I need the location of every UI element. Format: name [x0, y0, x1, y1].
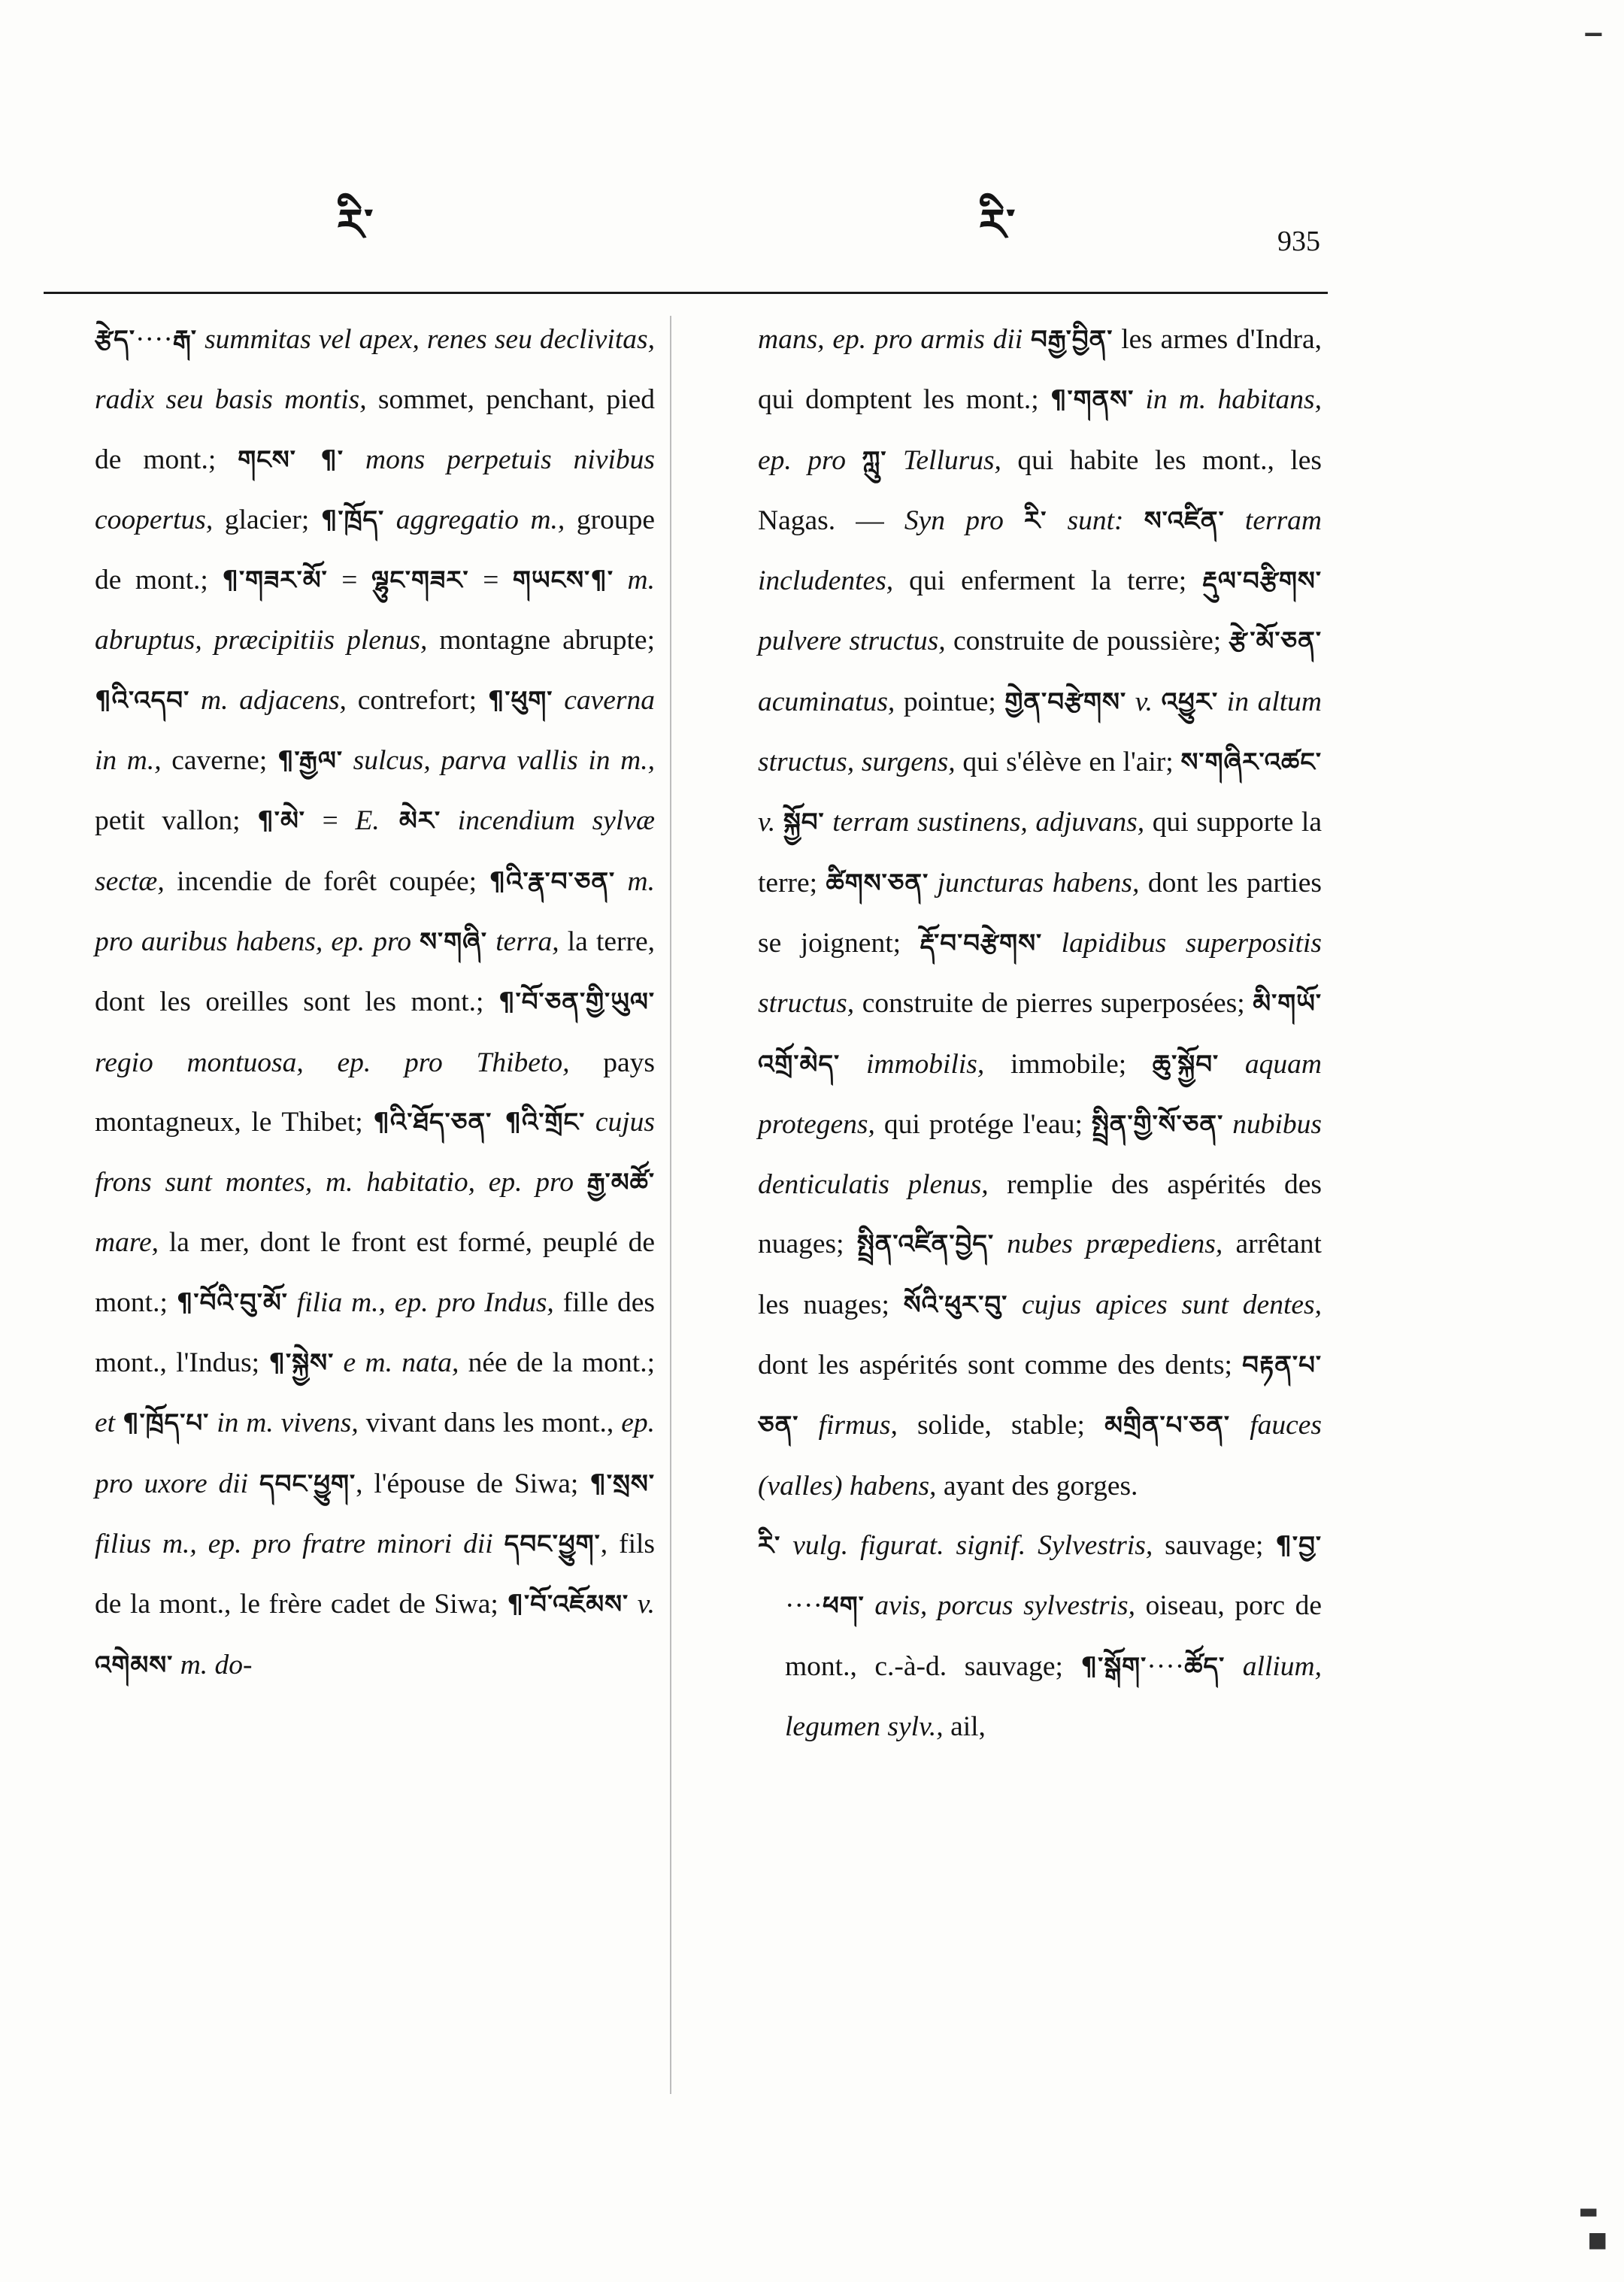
french-gloss: caverne;	[161, 745, 277, 777]
tibetan-term: ¶་རྒྱལ་	[277, 746, 344, 777]
french-gloss: arrêtant les nuages;	[758, 1229, 1322, 1320]
right-column	[758, 310, 1322, 1756]
french-gloss: qui habite les mont., les Nagas. —	[758, 444, 1322, 536]
tibetan-term: ¶་བྱ་	[1275, 1530, 1323, 1561]
latin-gloss: terram includentes,	[758, 505, 1322, 597]
french-gloss: qui supporte la terre;	[758, 807, 1322, 899]
tibetan-term: ¶་གཟར་མོ་	[222, 565, 328, 596]
french-gloss: contrefort;	[346, 684, 488, 716]
latin-gloss: v.	[629, 1589, 655, 1620]
latin-gloss: m. adjacens,	[189, 684, 347, 716]
french-gloss: vivant dans les mont.,	[358, 1408, 622, 1439]
french-gloss: sommet, penchant, pied de mont.;	[95, 384, 655, 475]
latin-gloss: filia m., ep. pro Indus,	[287, 1286, 554, 1318]
latin-gloss: terram sustinens, adjuvans,	[824, 807, 1145, 838]
french-gloss: construite de poussière;	[945, 626, 1229, 657]
french-gloss: , l'épouse de Siwa;	[356, 1468, 590, 1499]
french-gloss: pays montagneux, le Thibet;	[95, 1047, 655, 1138]
tibetan-term: རྩེད་	[95, 325, 135, 355]
tibetan-term: ཚིགས་ཅན་	[826, 868, 929, 899]
tibetan-term: ¶་བོ་འཇོམས་	[507, 1590, 629, 1620]
tibetan-term: ¶་ཁྲོད་པ་	[122, 1408, 210, 1439]
french-gloss: oiseau, porc de mont., c.-à-d. sauvage;	[785, 1590, 1322, 1682]
scan-mark-bottom-right: ▬	[1578, 2199, 1598, 2223]
french-gloss: ····	[135, 324, 173, 355]
french-gloss: remplie des aspérités des nuages;	[758, 1169, 1322, 1260]
tibetan-term: རི་	[758, 1530, 781, 1561]
french-gloss: ail,	[943, 1711, 986, 1742]
latin-gloss: mons perpetuis nivibus coopertus,	[95, 444, 655, 535]
right-column-text	[758, 310, 1322, 1516]
french-gloss: =	[327, 565, 371, 596]
tibetan-term: བརྒྱ་བྱིན་	[1030, 325, 1113, 355]
scan-mark-corner: ■	[1587, 2227, 1607, 2252]
french-gloss: solide, stable;	[897, 1410, 1105, 1441]
tibetan-term: ¶་མེ་	[257, 806, 305, 837]
latin-gloss: m. abruptus, præcipitiis plenus,	[95, 565, 655, 656]
tibetan-term: ¶་བོའི་བུ་མོ་	[176, 1287, 288, 1318]
french-gloss: incendie de forêt coupée;	[164, 865, 489, 897]
tibetan-term: དབང་ཕྱུག་	[259, 1468, 356, 1499]
latin-gloss: avis, porcus sylvestris,	[864, 1590, 1136, 1622]
tibetan-term: ཀླུ་	[862, 445, 887, 476]
tibetan-term: ¶་སྲས་	[589, 1468, 655, 1499]
latin-gloss: mare,	[95, 1227, 159, 1259]
tibetan-term: ¶འི་རྣ་བ་ཅན་	[489, 866, 616, 897]
latin-gloss: sunt:	[1047, 505, 1144, 536]
french-gloss: les armes d'Indra, qui domptent les mont.;	[758, 324, 1323, 416]
tibetan-term: ¶་ཁྲོད་	[320, 505, 385, 535]
french-gloss: dont les parties se joignent;	[758, 867, 1322, 959]
latin-gloss: in m. habitans, ep. pro	[758, 384, 1323, 476]
latin-gloss: summitas vel apex, renes seu declivitas, radix seu basis montis,	[95, 324, 655, 416]
latin-gloss: caverna in m.,	[95, 684, 656, 777]
latin-gloss: m. pro auribus habens, ep. pro	[95, 865, 655, 957]
tibetan-term: སྤྲིན་གྱི་སོ་ཅན་	[1091, 1109, 1224, 1140]
latin-gloss: incendium sylvæ sectæ,	[95, 805, 655, 897]
french-gloss: la mer, dont le front est formé, peuplé de mont.;	[95, 1227, 655, 1318]
left-column-text	[95, 310, 655, 1696]
latin-gloss: ep. pro uxore dii	[95, 1408, 655, 1499]
left-column	[95, 310, 655, 1696]
tibetan-term: ¶འི་ཐོད་ཅན་ ¶འི་གྲོང་	[373, 1107, 586, 1138]
latin-gloss: aggregatio m.,	[384, 504, 565, 535]
french-gloss: la terre, dont les oreilles sont les mont.;	[95, 926, 655, 1018]
french-gloss: =	[468, 565, 513, 596]
latin-gloss: allium, legumen sylv.,	[785, 1650, 1323, 1742]
latin-gloss: immobilis,	[840, 1048, 985, 1080]
tibetan-term: ས་འཛིན་	[1144, 505, 1225, 536]
latin-gloss: lapidibus superpositis structus,	[758, 927, 1322, 1020]
french-gloss: petit vallon;	[95, 805, 258, 837]
latin-gloss: terra,	[487, 926, 559, 957]
tibetan-term: ཆུ་སྐྱོབ་	[1152, 1049, 1220, 1080]
latin-gloss: sulcus, parva vallis in m.,	[343, 745, 655, 777]
latin-gloss: filius m., ep. pro fratre minori dii	[95, 1528, 504, 1559]
latin-gloss: fauces (valles) habens,	[758, 1410, 1322, 1502]
french-gloss: qui s'élève en l'air;	[955, 747, 1181, 778]
latin-gloss: E.	[355, 805, 380, 837]
latin-gloss: in altum structus, surgens,	[758, 686, 1322, 778]
page-number: 935	[1277, 226, 1320, 257]
french-gloss: qui protége l'eau;	[874, 1108, 1092, 1140]
tibetan-term: རྡོ་བ་བརྩེགས་	[920, 928, 1043, 959]
latin-gloss: juncturas habens,	[929, 867, 1140, 899]
latin-gloss: aquam protegens,	[758, 1048, 1322, 1140]
latin-gloss: mans, ep. pro armis dii	[758, 324, 1031, 355]
french-gloss: dont les aspérités sont comme des dents;	[758, 1350, 1243, 1381]
tibetan-term: ¶འི་འདབ་	[95, 685, 190, 716]
latin-gloss: nubes præpediens,	[994, 1229, 1223, 1260]
tibetan-term: ¶་ཕུག་	[487, 685, 553, 716]
latin-gloss: firmus,	[798, 1410, 898, 1441]
tibetan-term: རྒྱ་མཚོ་	[586, 1168, 655, 1199]
french-gloss: née de la mont.;	[459, 1347, 655, 1379]
tibetan-term: ¶་སྒོག་	[1080, 1651, 1147, 1682]
french-gloss: ····	[1147, 1650, 1185, 1682]
french-gloss: montagne abrupte;	[427, 625, 655, 656]
dictionary-entry-ri-vulg	[758, 1516, 1322, 1756]
latin-gloss: Tellurus,	[886, 444, 1001, 476]
latin-gloss: cujus frons sunt montes, m. habitatio, ep. pro	[95, 1106, 655, 1199]
latin-gloss: in m. vivens,	[209, 1408, 359, 1439]
tibetan-term: ས་གཞིར་འཚང་	[1180, 747, 1322, 778]
page-header-right-glyph: རི་	[979, 199, 1016, 250]
tibetan-term: སྤྲིན་འཛིན་བྱེད་	[856, 1229, 995, 1260]
header-rule	[44, 292, 1328, 294]
tibetan-term: ལྷུང་གཟར་	[371, 565, 469, 596]
latin-gloss: vulg. figurat. signif. Sylvestris,	[780, 1529, 1153, 1561]
french-gloss: qui enferment la terre;	[893, 565, 1203, 597]
column-divider	[670, 316, 671, 2094]
tibetan-term: དབང་ཕྱུག་	[504, 1529, 601, 1559]
latin-gloss: Syn pro	[904, 505, 1025, 536]
tibetan-term: མི་གཡོ་ འགྲོ་མེད་	[758, 989, 1322, 1080]
tibetan-term: རྡུལ་བརྩིགས་	[1202, 566, 1322, 597]
tibetan-term: བརྟན་པ་ཅན་	[758, 1350, 1322, 1441]
french-gloss: glacier;	[213, 504, 321, 535]
french-gloss: sauvage;	[1153, 1529, 1276, 1561]
tibetan-term: མེར་	[379, 806, 441, 837]
tibetan-term: ས་གཞི་	[420, 926, 488, 957]
latin-gloss: et	[95, 1408, 123, 1439]
tibetan-term: སོའི་ཕུར་བུ་	[903, 1289, 1008, 1320]
french-gloss: pointue;	[895, 686, 1005, 717]
french-gloss: fille des mont., l'Indus;	[95, 1286, 655, 1379]
tibetan-term: མགྲིན་པ་ཅན་	[1104, 1411, 1231, 1441]
tibetan-term: འཕྱུར་	[1161, 686, 1219, 717]
french-gloss: , fils de la mont., le frère cadet de Siwa;	[95, 1528, 655, 1620]
latin-gloss: e m. nata,	[334, 1347, 459, 1379]
french-gloss: groupe de mont.;	[95, 504, 655, 596]
french-gloss: immobile;	[984, 1048, 1153, 1080]
tibetan-term: འགེམས་	[95, 1650, 174, 1680]
latin-gloss: v.	[758, 807, 783, 838]
scan-mark-top-right: ▔	[1585, 33, 1601, 58]
latin-gloss: nubibus denticulatis plenus,	[758, 1108, 1323, 1201]
tibetan-term: ཕག་	[822, 1591, 865, 1622]
tibetan-term: རྩེ་མོ་ཅན་	[1229, 626, 1322, 657]
tibetan-term: གངས་ ¶་	[238, 444, 344, 475]
page-header-left-glyph: རི་	[337, 199, 374, 250]
latin-gloss: m. do-	[173, 1649, 253, 1680]
tibetan-term: ¶་གནས་	[1050, 385, 1135, 416]
tibetan-term: གཡངས་¶་	[512, 565, 614, 596]
tibetan-term: སྐྱོབ་	[783, 808, 825, 838]
tibetan-term: ¶་བོ་ཅན་གྱི་ཡུལ་	[498, 987, 655, 1018]
tibetan-term: ཚོད་	[1184, 1651, 1226, 1682]
latin-gloss: acuminatus,	[758, 686, 895, 717]
latin-gloss: v.	[1126, 686, 1162, 717]
french-gloss: ayant des gorges.	[936, 1470, 1138, 1502]
tibetan-term: རྒ་	[172, 325, 197, 355]
tibetan-term: ¶་སྐྱེས་	[268, 1348, 335, 1379]
french-gloss: ····	[785, 1590, 823, 1622]
french-gloss: =	[304, 805, 356, 837]
latin-gloss: cujus apices sunt dentes,	[1007, 1289, 1322, 1320]
tibetan-term: རི་	[1024, 505, 1047, 536]
latin-gloss: pulvere structus,	[758, 626, 946, 657]
french-gloss: construite de pierres superposées;	[854, 988, 1253, 1020]
tibetan-term: གྱེན་བརྩེགས་	[1004, 686, 1127, 717]
latin-gloss: regio montuosa, ep. pro Thibeto,	[95, 1047, 570, 1078]
